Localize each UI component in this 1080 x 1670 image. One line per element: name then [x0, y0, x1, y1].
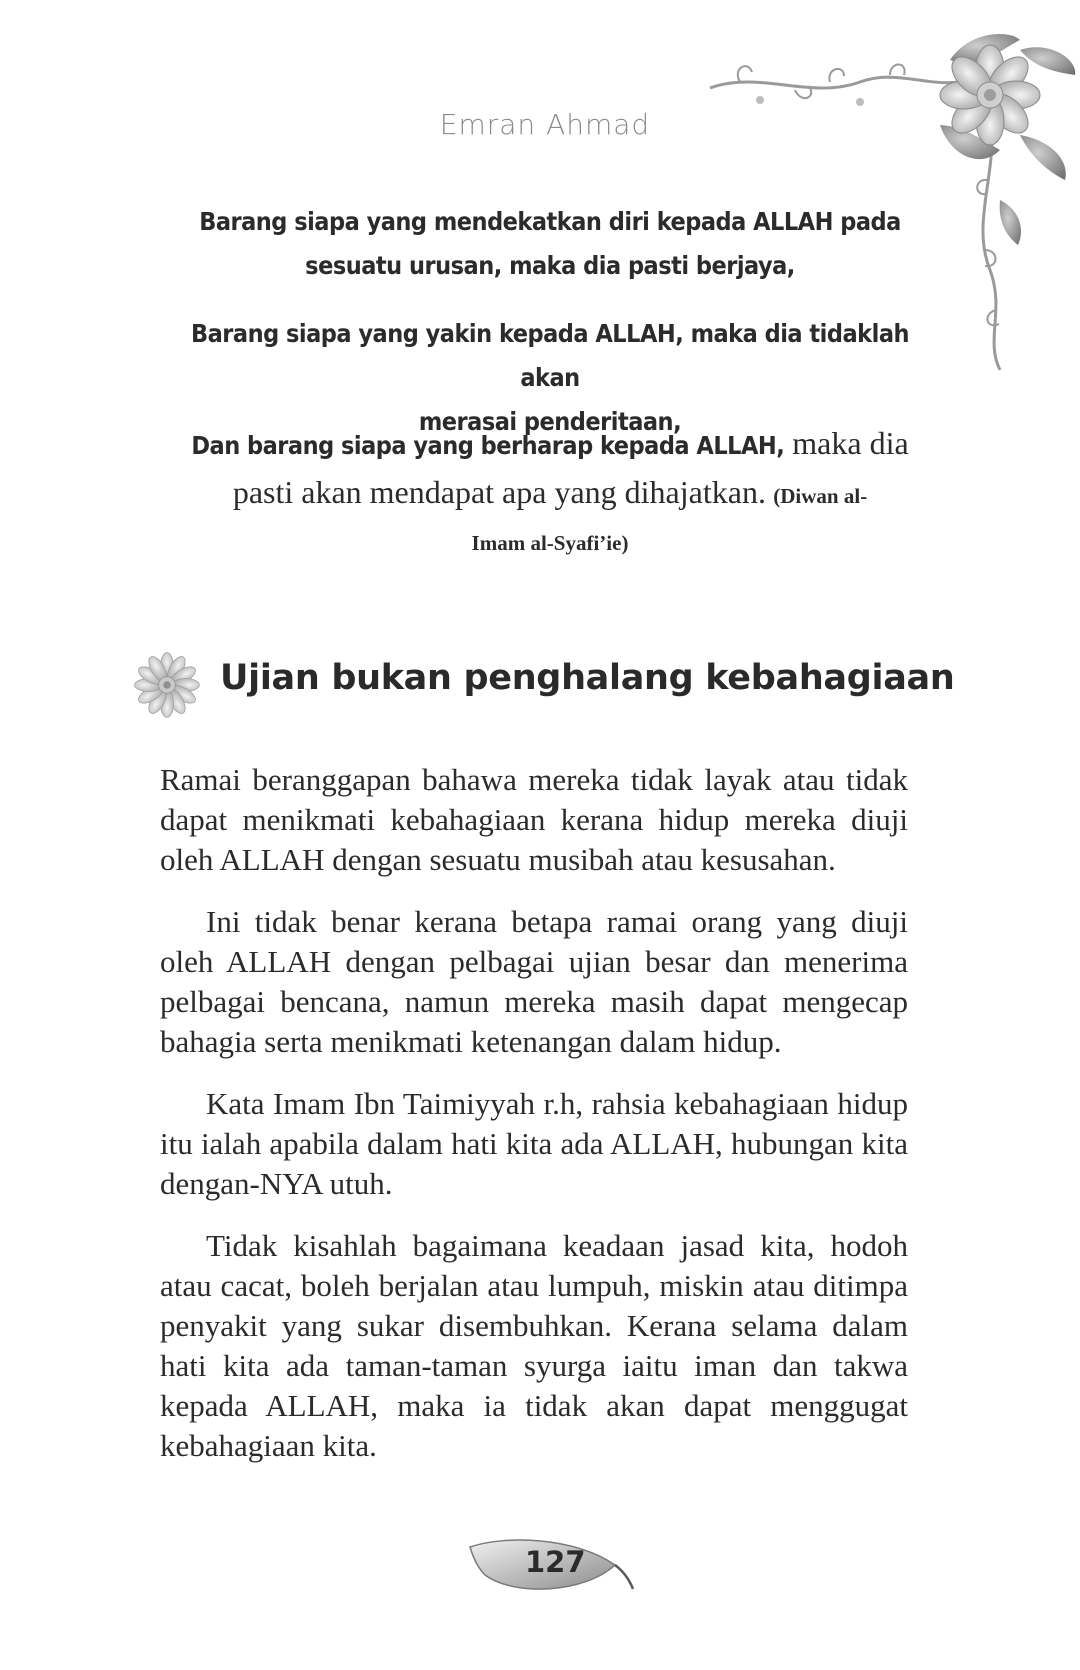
quote-citation: Imam al-Syafi’ie): [471, 531, 629, 555]
quote-text-regular: pasti akan mendapat apa yang dihajatkan.: [232, 474, 766, 510]
quote-line: sesuatu urusan, maka dia pasti berjaya,: [305, 251, 795, 280]
paragraph: Tidak kisahlah bagaimana keadaan jasad kita, hodoh atau cacat, boleh berjalan atau lumpuh, miskin atau ditimpa penyakit yang sukar disembuhkan. Kerana selama dalam hati kita ada taman-taman syurga iaitu iman dan takwa kepada ALLAH, maka ia tidak akan dapat menggugat kebahagiaan kita.: [160, 1228, 908, 1463]
page-number: 127: [525, 1545, 586, 1579]
quote-line: merasai penderitaan,: [418, 407, 682, 436]
quote-line: [170, 519, 930, 566]
page-number-badge: [465, 1535, 635, 1601]
flower-bullet-icon: [130, 648, 204, 722]
quote-text-bold: Dan barang siapa yang berharap kepada ALLAH,: [191, 431, 785, 460]
quote-stanza-1: [170, 200, 930, 288]
paragraph: Kata Imam Ibn Taimiyyah r.h, rahsia kebahagiaan hidup itu ialah apabila dalam hati kita ada ALLAH, hubungan kita dengan-NYA utuh.: [160, 1086, 908, 1201]
quote-line: Barang siapa yang mendekatkan diri kepada ALLAH pada: [199, 207, 901, 236]
section-heading: [130, 648, 990, 718]
section-title: Ujian bukan penghalang kebahagiaan: [220, 658, 955, 698]
quote-citation: (Diwan al-: [773, 484, 868, 508]
quote-line: Barang siapa yang yakin kepada ALLAH, maka dia tidaklah akan: [190, 319, 910, 392]
body-text: [160, 760, 908, 1488]
paragraph: Ini tidak benar kerana betapa ramai orang yang diuji oleh ALLAH dengan pelbagai ujian besar dan menerima pelbagai bencana, namun mereka masih dapat mengecap bahagia serta menikmati ketenangan dalam hidup.: [160, 904, 908, 1059]
quote-text-regular: maka dia: [784, 425, 909, 461]
quote-line: [170, 469, 930, 519]
quote-line: [170, 420, 930, 469]
running-head: Emran Ahmad: [439, 108, 651, 141]
quote-stanza-3: [170, 420, 930, 566]
paragraph: Ramai beranggapan bahawa mereka tidak layak atau tidak dapat menikmati kebahagiaan kerana hidup mereka diuji oleh ALLAH dengan sesuatu musibah atau kesusahan.: [160, 762, 908, 877]
